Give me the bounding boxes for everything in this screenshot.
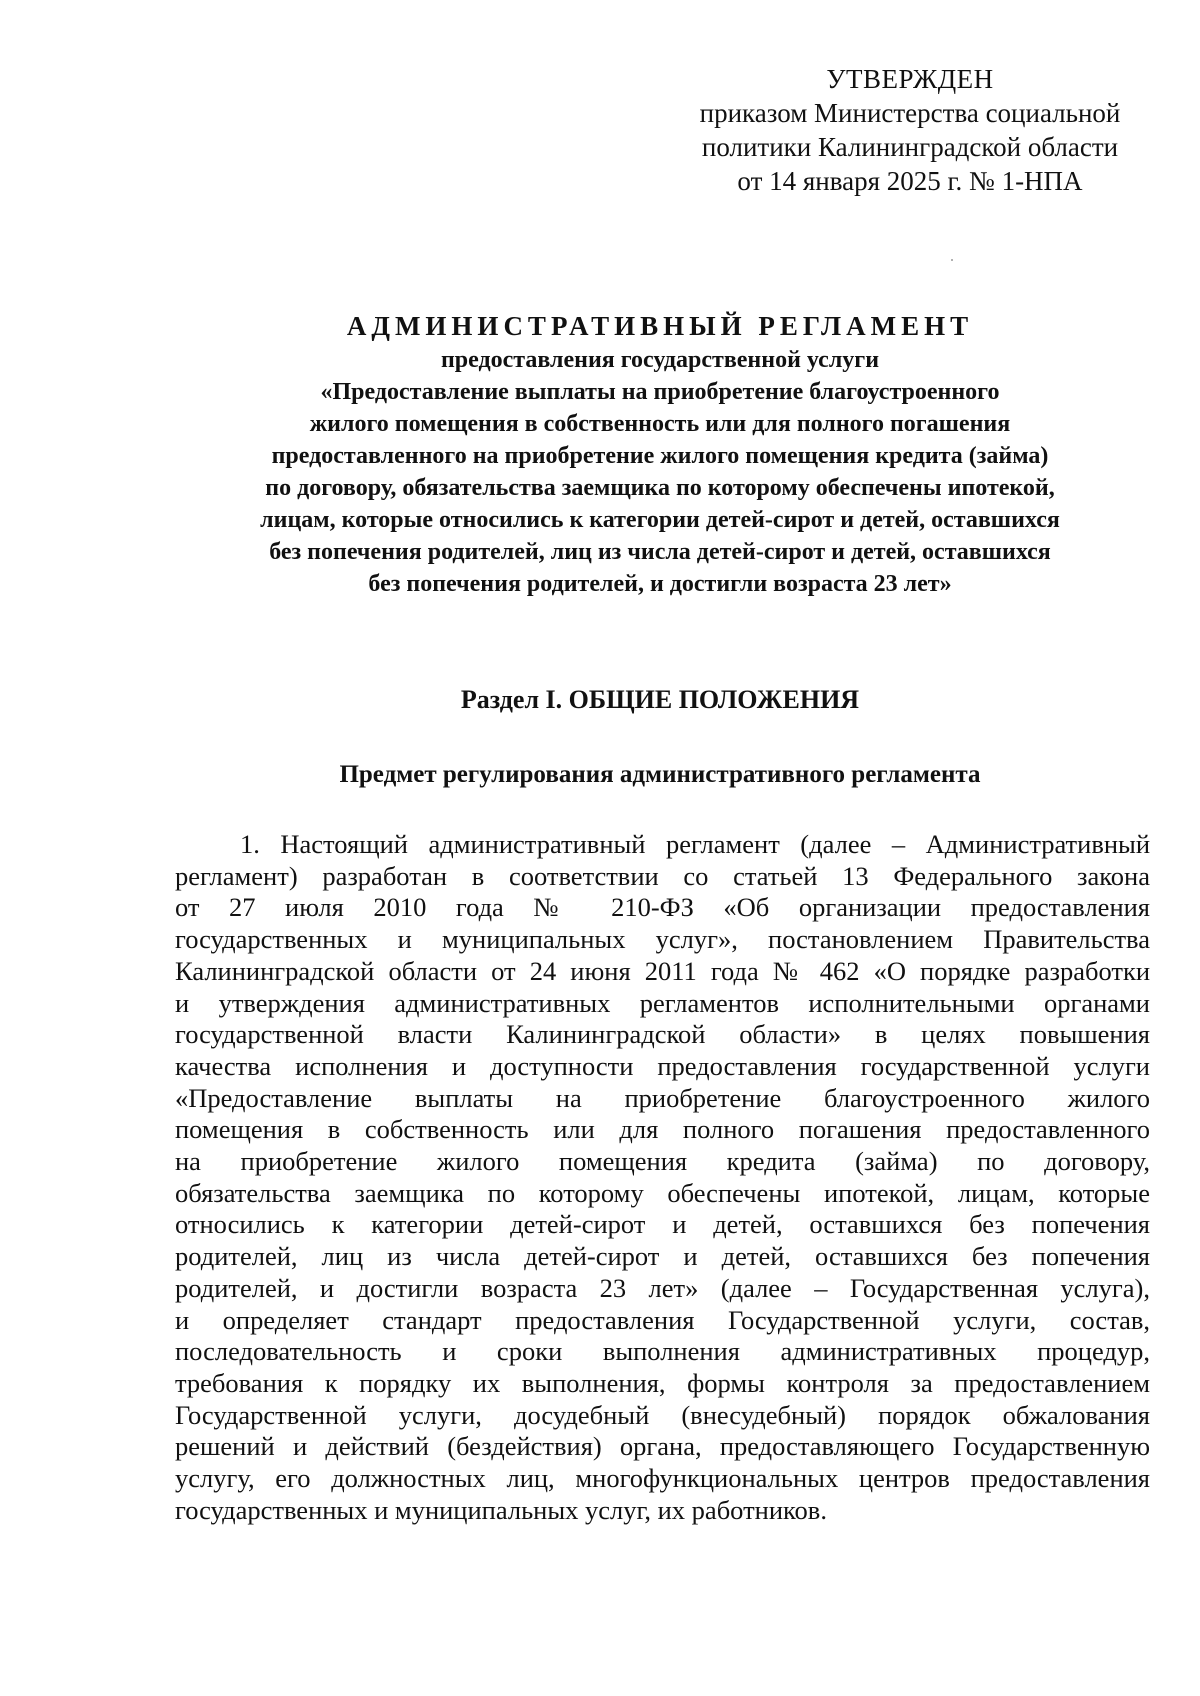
paragraph-line: 1. Настоящий административный регламент (далее – Административный — [240, 829, 1150, 859]
title-line: предоставления государственной услуги — [440, 347, 880, 373]
paragraph-line: обязательства заемщика по которому обеспечены ипотекой, лицам, которые — [175, 1177, 1150, 1208]
document-type-heading: АДМИНИСТРАТИВНЫЙ РЕГЛАМЕНТ — [346, 311, 974, 341]
document-title — [150, 308, 1170, 600]
approval-status: УТВЕРЖДЕН — [826, 64, 994, 94]
paragraph-line: государственных и муниципальных услуг», постановлением Правительства — [175, 924, 1150, 955]
paragraph-line: требования к порядку их выполнения, формы контроля за предоставлением — [175, 1367, 1150, 1398]
title-line: «Предоставление выплаты на приобретение благоустроенного — [320, 379, 1000, 405]
title-line: без попечения родителей, и достигли возраста 23 лет» — [368, 571, 952, 597]
subsection-heading: Предмет регулирования административного регламента — [339, 761, 981, 788]
paragraph-line: и определяет стандарт предоставления Государственной услуги, состав, — [175, 1304, 1150, 1335]
paragraph-line: качества исполнения и доступности предоставления государственной услуги — [175, 1050, 1150, 1081]
paragraph-line: регламент) разработан в соответствии со статьей 13 Федерального закона — [175, 860, 1150, 891]
paragraph-line: государственной власти Калининградской области» в целях повышения — [175, 1019, 1150, 1050]
paragraph-line: помещения в собственность или для полного погашения предоставленного — [175, 1114, 1150, 1145]
paragraph-line: родителей, лиц из числа детей-сирот и детей, оставшихся без попечения — [175, 1241, 1150, 1272]
paragraph-line: от 27 июля 2010 года № 210-ФЗ «Об организации предоставления — [175, 892, 1150, 923]
paragraph-line: услугу, его должностных лиц, многофункциональных центров предоставления — [175, 1463, 1150, 1494]
approval-line: приказом Министерства социальной — [699, 98, 1121, 128]
approval-line: от 14 января 2025 г. № 1-НПА — [737, 166, 1083, 196]
paragraph-line: на приобретение жилого помещения кредита (займа) по договору, — [175, 1146, 1150, 1177]
title-line: по договору, обязательства заемщика по которому обеспечены ипотекой, — [265, 475, 1055, 501]
paragraph-line: государственных и муниципальных услуг, их работников. — [175, 1494, 827, 1525]
paragraph-line: относились к категории детей-сирот и детей, оставшихся без попечения — [175, 1209, 1150, 1240]
scan-speck — [951, 259, 953, 261]
approval-stamp-block — [690, 62, 1130, 198]
paragraph-line: родителей, и достигли возраста 23 лет» (далее – Государственная услуга), — [175, 1272, 1150, 1303]
approval-line: политики Калининградской области — [701, 132, 1119, 162]
paragraph-line: последовательность и сроки выполнения административных процедур, — [175, 1336, 1150, 1367]
paragraph-line: решений и действий (бездействия) органа, предоставляющего Государственную — [175, 1431, 1150, 1462]
title-line: предоставленного на приобретение жилого помещения кредита (займа) — [271, 443, 1049, 469]
paragraph-line: и утверждения административных регламентов исполнительными органами — [175, 987, 1150, 1018]
title-line: жилого помещения в собственность или для полного погашения — [309, 411, 1011, 437]
paragraph-1 — [175, 829, 1150, 1526]
section-heading: Раздел I. ОБЩИЕ ПОЛОЖЕНИЯ — [460, 685, 860, 714]
title-line: лицам, которые относились к категории детей-сирот и детей, оставшихся — [260, 507, 1060, 533]
paragraph-line: «Предоставление выплаты на приобретение благоустроенного жилого — [175, 1082, 1150, 1113]
title-line: без попечения родителей, лиц из числа детей-сирот и детей, оставшихся — [269, 539, 1051, 565]
paragraph-line: Калининградской области от 24 июня 2011 года № 462 «О порядке разработки — [175, 955, 1150, 986]
paragraph-line: Государственной услуги, досудебный (внесудебный) порядок обжалования — [175, 1399, 1150, 1430]
